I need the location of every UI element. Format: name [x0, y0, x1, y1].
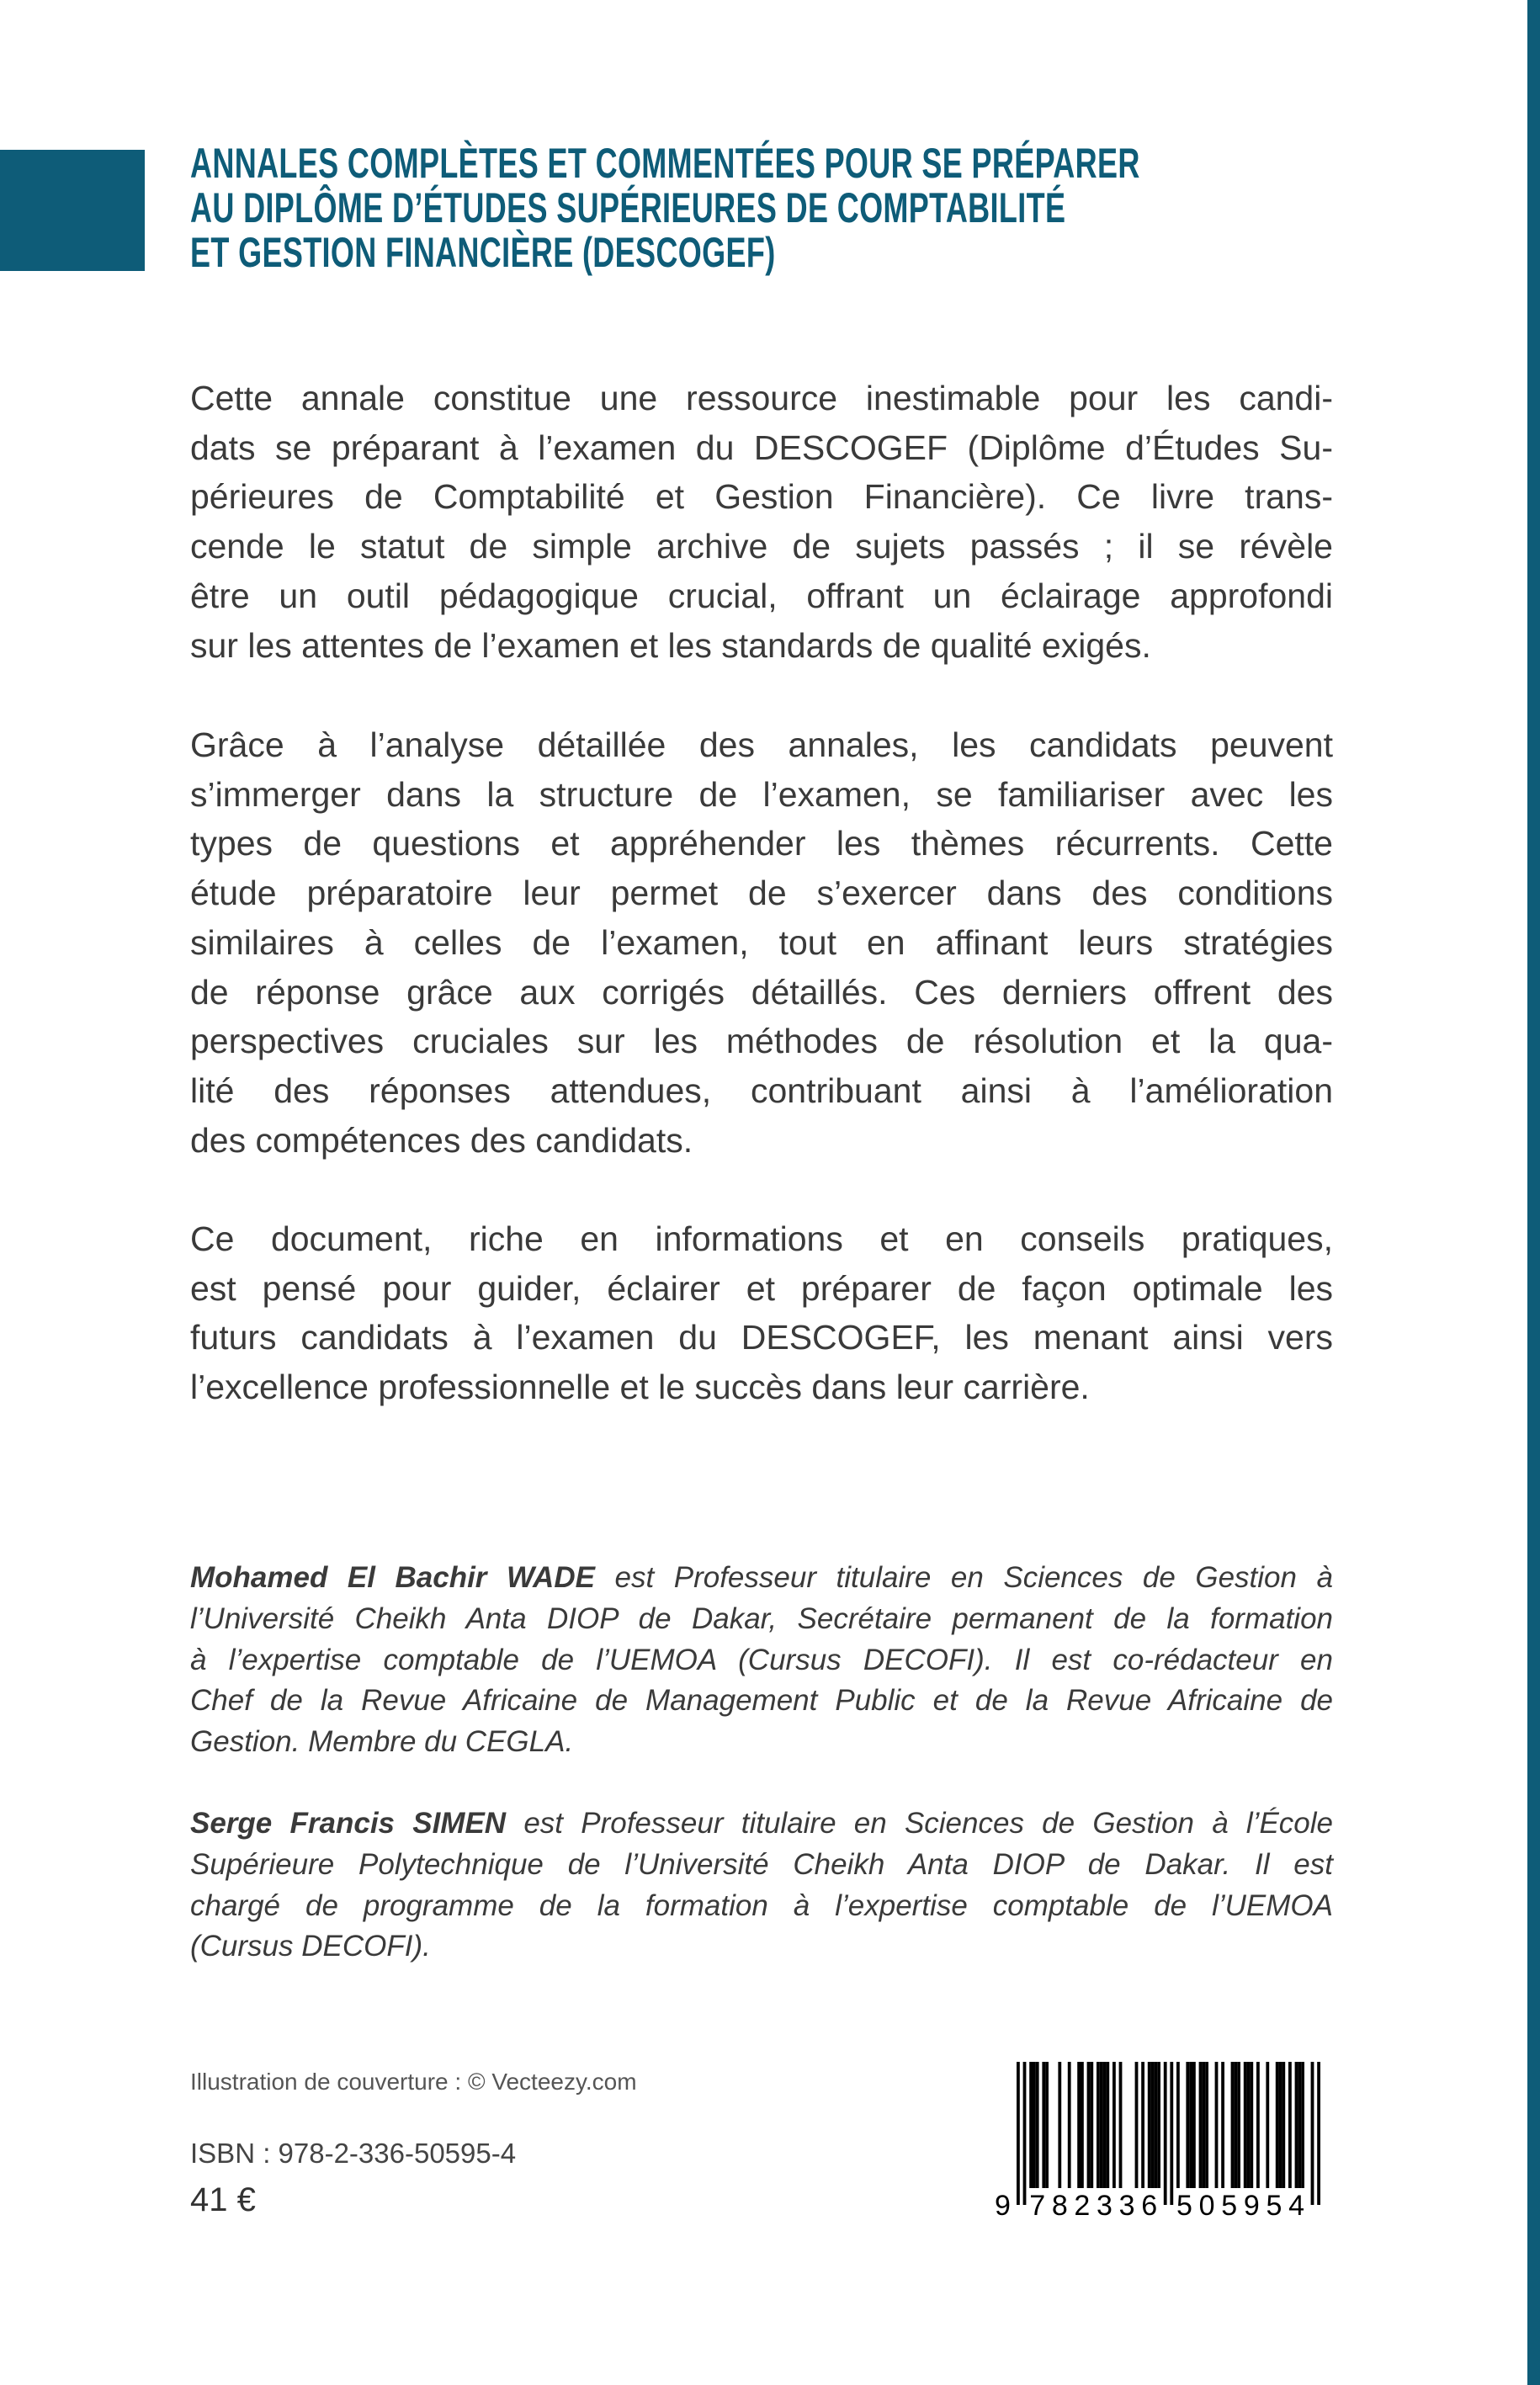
- barcode-bar: [1176, 2062, 1180, 2188]
- barcode-bar: [1256, 2062, 1260, 2188]
- bio-line: (Cursus DECOFI).: [190, 1930, 431, 1963]
- barcode-bar: [1058, 2062, 1061, 2188]
- barcode-bar: [1045, 2062, 1049, 2188]
- barcode-bar: [1119, 2062, 1123, 2188]
- barcode-bar: [1301, 2062, 1304, 2188]
- spine-stripe: [1527, 0, 1540, 2385]
- barcode-bar: [1151, 2062, 1155, 2188]
- barcode-bar: [1036, 2062, 1039, 2188]
- barcode-bar: [1237, 2062, 1240, 2188]
- text-line: futurs candidats à l’examen du DESCOGEF, les menant ainsi vers: [190, 1318, 1333, 1357]
- barcode-bar: [1113, 2062, 1116, 2188]
- barcode-bar: [1317, 2062, 1320, 2205]
- barcode-bar: [1164, 2062, 1167, 2205]
- barcode-bar: [1154, 2062, 1157, 2188]
- barcode-bar: [1282, 2062, 1285, 2188]
- author-bio-2: [190, 1803, 1333, 1968]
- barcode-bar: [1288, 2062, 1292, 2188]
- text-line: lité des réponses attendues, contribuant ainsi à l’amélioration: [190, 1070, 1333, 1110]
- barcode-bar: [1157, 2062, 1160, 2188]
- text-line: Grâce à l’analyse détaillée des annales, les candidats peuvent: [190, 725, 1333, 764]
- barcode-digits: 505954: [1176, 2190, 1304, 2218]
- author-name: Serge Francis SIMEN: [190, 1807, 507, 1840]
- barcode-bar: [1231, 2062, 1235, 2188]
- text-line: types de questions et appréhender les thèmes récurrents. Cette: [190, 824, 1333, 863]
- text-line: perspectives cruciales sur les méthodes de résolution et la qua-: [190, 1022, 1333, 1061]
- text-line: être un outil pédagogique crucial, offrant un éclairage approfondi: [190, 576, 1333, 615]
- barcode-bar: [1029, 2062, 1033, 2188]
- price: 41 €: [190, 2181, 256, 2218]
- paragraph-3: [190, 1214, 1333, 1412]
- bio-line: Gestion. Membre du CEGLA.: [190, 1725, 574, 1759]
- text-line: cende le statut de simple archive de sujets passés ; il se révèle: [190, 527, 1333, 566]
- bio-line: [190, 1803, 1333, 1845]
- barcode-bar: [1221, 2062, 1224, 2188]
- barcode-bar: [1192, 2062, 1196, 2188]
- title-line: AU DIPLÔME D’ÉTUDES SUPÉRIEURES DE COMPTABILITÉ: [190, 184, 1066, 231]
- barcode-bar: [1090, 2062, 1093, 2188]
- barcode-bar: [1266, 2062, 1269, 2188]
- barcode-bar: [1033, 2062, 1036, 2188]
- paragraph-2: [190, 720, 1333, 1165]
- barcode-bar: [1103, 2062, 1107, 2188]
- text-line: Cette annale constitue une ressource inestimable pour les candi-: [190, 379, 1333, 417]
- barcode-bar: [1170, 2062, 1173, 2205]
- text-line: l’excellence professionnelle et le succès dans leur carrière.: [190, 1368, 1090, 1407]
- barcode-bar: [1244, 2062, 1247, 2188]
- barcode-bar: [1215, 2062, 1219, 2188]
- text-line: similaires à celles de l’examen, tout en affinant leurs stratégies: [190, 922, 1333, 962]
- title-line: ANNALES COMPLÈTES ET COMMENTÉES POUR SE PRÉPARER: [190, 140, 1140, 187]
- barcode-bar: [1298, 2062, 1301, 2188]
- text-line: dats se préparant à l’examen du DESCOGEF (Diplôme d’Études Su-: [190, 428, 1333, 467]
- author-name: Mohamed El Bachir WADE: [190, 1561, 595, 1594]
- barcode-bar: [1077, 2062, 1081, 2188]
- barcode-bar: [1295, 2062, 1298, 2188]
- barcode-bar: [1205, 2062, 1208, 2188]
- barcode-digits: 782336: [1029, 2190, 1158, 2218]
- bio-text: est Professeur titulaire en Sciences de Gestion à l’École: [506, 1807, 1333, 1840]
- author-bio-1: [190, 1558, 1333, 1763]
- barcode-digits: 9: [995, 2190, 1011, 2218]
- text-line: de réponse grâce aux corrigés détaillés. Ces derniers offrent des: [190, 972, 1333, 1012]
- accent-block: [0, 150, 145, 271]
- barcode-bar: [1087, 2062, 1091, 2188]
- barcode-bar: [1202, 2062, 1205, 2188]
- barcode-bar: [1189, 2062, 1192, 2188]
- bio-line: chargé de programme de la formation à l’expertise comptable de l’UEMOA: [190, 1888, 1333, 1922]
- barcode-bar: [1311, 2062, 1314, 2205]
- barcode-bar: [1081, 2062, 1084, 2188]
- text-line: des compétences des candidats.: [190, 1120, 693, 1160]
- text-line: sur les attentes de l’examen et les standards de qualité exigés.: [190, 625, 1151, 665]
- bio-line: l’Université Cheikh Anta DIOP de Dakar, Secrétaire permanent de la formation: [190, 1602, 1333, 1635]
- barcode-bar: [1141, 2062, 1144, 2188]
- barcode-bar: [1148, 2062, 1151, 2188]
- bio-line: à l’expertise comptable de l’UEMOA (Cursus DECOFI). Il est co-rédacteur en: [190, 1643, 1333, 1676]
- barcode-bar: [1276, 2062, 1279, 2188]
- isbn: ISBN : 978-2-336-50595-4: [190, 2138, 517, 2169]
- text-line: est pensé pour guider, éclairer et préparer de façon optimale les: [190, 1268, 1333, 1308]
- barcode-bar: [1234, 2062, 1237, 2188]
- barcode-bar: [1247, 2062, 1251, 2188]
- text-line: étude préparatoire leur permet de s’exercer dans des conditions: [190, 874, 1333, 913]
- barcode-bar: [1279, 2062, 1282, 2188]
- book-title: [190, 141, 1510, 275]
- bio-line: [190, 1558, 1333, 1599]
- barcode-bar: [1042, 2062, 1045, 2188]
- barcode-bar: [1106, 2062, 1109, 2188]
- bio-text: est Professeur titulaire en Sciences de Gestion à: [594, 1561, 1333, 1594]
- text-line: périeures de Comptabilité et Gestion Financière). Ce livre trans-: [190, 477, 1333, 517]
- barcode-bar: [1186, 2062, 1189, 2188]
- barcode-bar: [1199, 2062, 1203, 2188]
- bio-line: Chef de la Revue Africaine de Management Public et de la Revue Africaine de: [190, 1684, 1333, 1718]
- barcode-bar: [1135, 2062, 1139, 2188]
- text-line: Ce document, riche en informations et en conseils pratiques,: [190, 1219, 1333, 1258]
- text-line: s’immerger dans la structure de l’examen, se familiariser avec les: [190, 774, 1333, 814]
- barcode-bar: [1097, 2062, 1100, 2188]
- illustration-credit: Illustration de couverture : © Vecteezy.com: [190, 2069, 637, 2095]
- barcode-bar: [1017, 2062, 1020, 2205]
- paragraph-1: [190, 374, 1333, 670]
- barcode-bar: [1068, 2062, 1071, 2188]
- barcode-bar: [1250, 2062, 1253, 2188]
- barcode-bar: [1023, 2062, 1027, 2205]
- bio-line: Supérieure Polytechnique de l’Université Cheikh Anta DIOP de Dakar. Il est: [190, 1847, 1333, 1881]
- barcode-bar: [1100, 2062, 1103, 2188]
- title-line: ET GESTION FINANCIÈRE (DESCOGEF): [190, 229, 776, 276]
- isbn-barcode: [985, 2062, 1338, 2218]
